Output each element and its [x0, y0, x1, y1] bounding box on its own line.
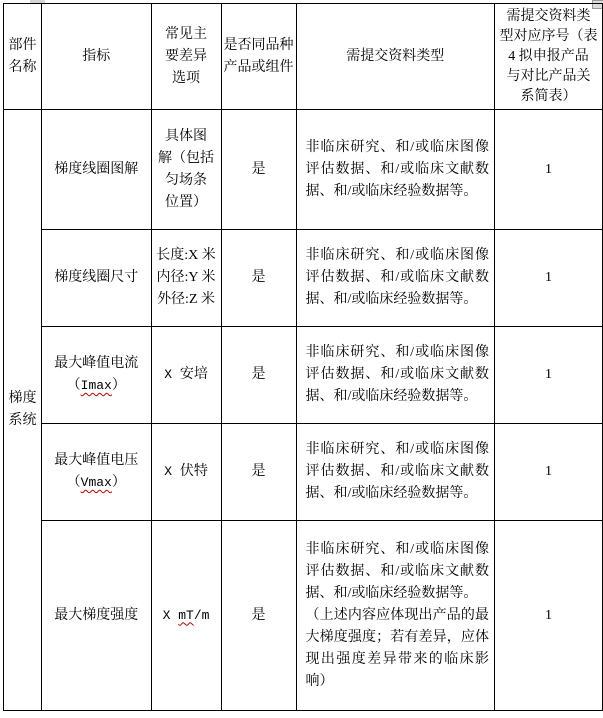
comparison-table [3, 3, 603, 711]
cell-indicator: 梯度线圈尺寸 [41, 230, 151, 327]
header-common-difference-options: 常见主 要差异 选项 [151, 4, 221, 110]
cell-seq: 1 [495, 327, 603, 424]
cell-seq: 1 [495, 230, 603, 327]
indicator-code: （Vmax） [66, 475, 126, 490]
header-indicator: 指标 [41, 4, 151, 110]
cell-materials: 非临床研究、和/或临床图像评估数据、和/或临床文献数据、和/或临床经验数据等。 [296, 424, 495, 521]
indicator-code: （Imax） [66, 378, 126, 393]
cell-same-kind: 是 [221, 230, 296, 327]
table-row-gradient-coil-diagram [4, 110, 603, 230]
cell-indicator: 最大峰值电流 （Imax） [41, 327, 151, 424]
table-row-gradient-coil-size [4, 230, 603, 327]
cell-seq: 1 [495, 424, 603, 521]
cell-same-kind: 是 [221, 327, 296, 424]
header-same-kind: 是否同品种 产品或组件 [221, 4, 296, 110]
cell-indicator: 梯度线圈图解 [41, 110, 151, 230]
table-row-max-peak-voltage [4, 424, 603, 521]
cell-seq: 1 [495, 110, 603, 230]
cell-materials [296, 521, 495, 711]
cell-options: X mT/m [151, 521, 221, 711]
header-component-name: 部件 名称 [4, 4, 42, 110]
table-header-row [4, 4, 603, 110]
cell-seq: 1 [495, 521, 603, 711]
cell-indicator: 最大梯度强度 [41, 521, 151, 711]
cell-same-kind: 是 [221, 521, 296, 711]
header-seq-number: 需提交资料类 型对应序号（表 4 拟申报产品 与对比产品关 系简表） [495, 4, 603, 110]
cell-component-group: 梯度 系统 [4, 110, 42, 711]
header-materials-type: 需提交资料类型 [296, 4, 495, 110]
table-row-max-gradient-strength [4, 521, 603, 711]
cell-materials: 非临床研究、和/或临床图像评估数据、和/或临床文献数据、和/或临床经验数据等。 [296, 327, 495, 424]
cell-indicator: 最大峰值电压 （Vmax） [41, 424, 151, 521]
table-row-max-peak-current [4, 327, 603, 424]
cell-options: X 安培 [151, 327, 221, 424]
cell-materials: 非临床研究、和/或临床图像评估数据、和/或临床文献数据、和/或临床经验数据等。 [296, 110, 495, 230]
materials-note: （上述内容应体现出产品的最大梯度强度；若有差异，应体现出强度差异带来的临床影响） [305, 607, 490, 689]
cell-options: 长度:X 米 内径:Y 米 外径:Z 米 [151, 230, 221, 327]
cell-materials: 非临床研究、和/或临床图像评估数据、和/或临床文献数据、和/或临床经验数据等。 [296, 230, 495, 327]
cell-options: X 伏特 [151, 424, 221, 521]
cell-same-kind: 是 [221, 110, 296, 230]
cell-options: 具体图 解（包括 匀场条 位置） [151, 110, 221, 230]
materials-main: 非临床研究、和/或临床图像评估数据、和/或临床文献数据、和/或临床经验数据等。 [305, 541, 490, 601]
cell-same-kind: 是 [221, 424, 296, 521]
